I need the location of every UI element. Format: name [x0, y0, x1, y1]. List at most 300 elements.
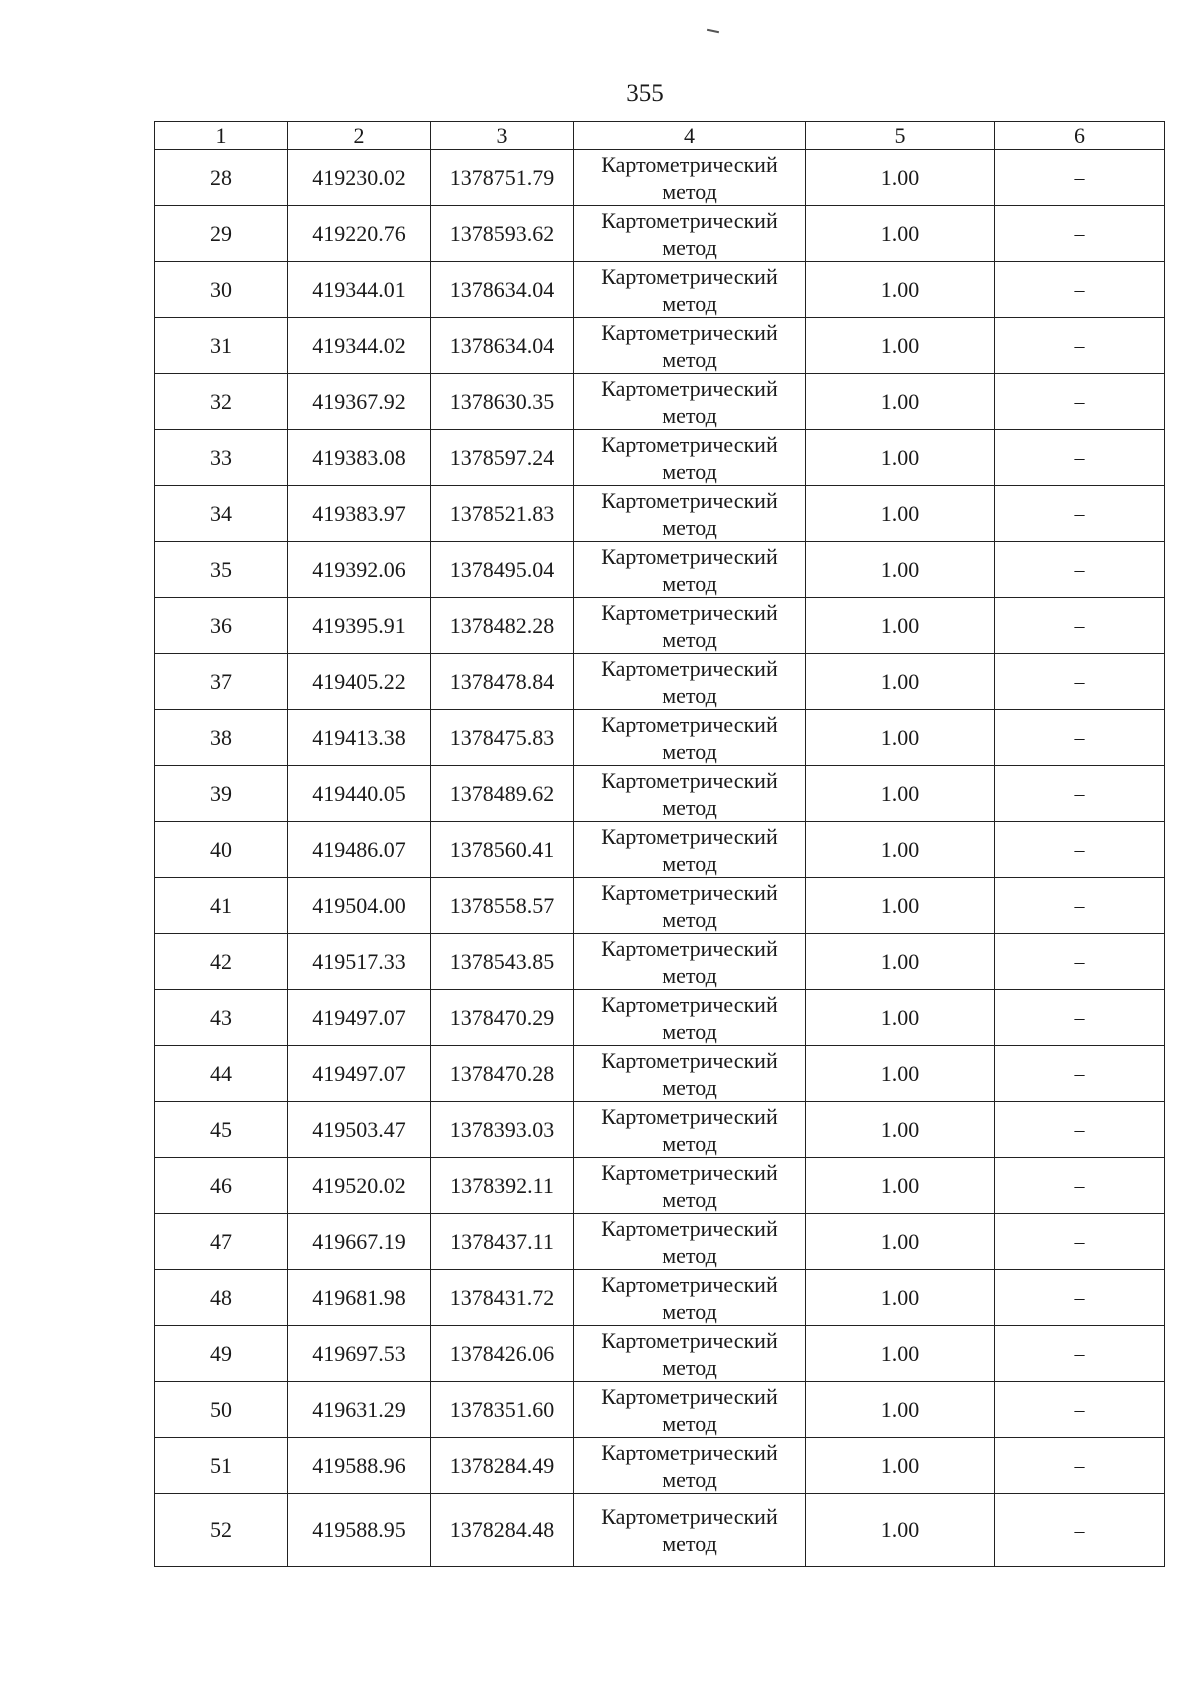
note-cell-text: – — [1074, 1519, 1085, 1542]
accuracy-cell — [806, 878, 995, 934]
note-cell — [995, 486, 1165, 542]
y-coordinate-cell-text: 1378393.03 — [449, 1116, 555, 1142]
note-cell-text: – — [1074, 671, 1085, 693]
x-coordinate-cell — [288, 318, 431, 374]
accuracy-cell — [806, 542, 995, 598]
column-header-6: 6 — [995, 122, 1165, 150]
table-row — [155, 374, 1165, 430]
accuracy-cell — [806, 822, 995, 878]
method-cell — [574, 878, 806, 934]
x-coordinate-cell-text: 419230.02 — [312, 164, 406, 190]
x-coordinate-cell — [288, 1158, 431, 1214]
point-number-cell-text: 36 — [210, 612, 232, 638]
accuracy-cell-text: 1.00 — [880, 220, 920, 246]
table-row — [155, 654, 1165, 710]
note-cell-text: – — [1074, 1343, 1085, 1365]
note-cell-text: – — [1074, 447, 1085, 469]
method-cell — [574, 990, 806, 1046]
accuracy-cell-text: 1.00 — [880, 1452, 920, 1478]
point-number-cell-text: 39 — [210, 780, 232, 806]
note-cell — [995, 1494, 1165, 1567]
note-cell — [995, 1102, 1165, 1158]
method-cell — [574, 1270, 806, 1326]
y-coordinate-cell — [431, 318, 574, 374]
point-number-cell-text: 30 — [210, 276, 232, 302]
y-coordinate-cell — [431, 374, 574, 430]
note-cell — [995, 150, 1165, 206]
method-cell — [574, 766, 806, 822]
point-number-cell-text: 35 — [210, 556, 232, 582]
point-number-cell-text: 40 — [210, 836, 232, 862]
x-coordinate-cell — [288, 654, 431, 710]
method-cell — [574, 1046, 806, 1102]
method-cell-text: Картометрический метод — [601, 1271, 778, 1324]
point-number-cell-text: 47 — [210, 1228, 232, 1254]
accuracy-cell — [806, 374, 995, 430]
note-cell — [995, 598, 1165, 654]
method-cell — [574, 542, 806, 598]
accuracy-cell — [806, 1102, 995, 1158]
point-number-cell-text: 42 — [210, 948, 232, 974]
accuracy-cell-text: 1.00 — [880, 1340, 920, 1366]
accuracy-cell — [806, 486, 995, 542]
accuracy-cell — [806, 934, 995, 990]
x-coordinate-cell — [288, 1494, 431, 1567]
point-number-cell-text: 33 — [210, 444, 232, 470]
method-cell — [574, 934, 806, 990]
y-coordinate-cell — [431, 878, 574, 934]
note-cell-text: – — [1074, 1119, 1085, 1141]
method-cell — [574, 710, 806, 766]
point-number-cell — [155, 542, 288, 598]
x-coordinate-cell-text: 419504.00 — [312, 892, 406, 918]
y-coordinate-cell — [431, 990, 574, 1046]
y-coordinate-cell-text: 1378597.24 — [449, 444, 555, 470]
column-header-1: 1 — [155, 122, 288, 150]
accuracy-cell-text: 1.00 — [880, 780, 920, 806]
point-number-cell-text: 28 — [210, 164, 232, 190]
accuracy-cell-text: 1.00 — [880, 1172, 920, 1198]
y-coordinate-cell-text: 1378284.49 — [449, 1452, 555, 1478]
accuracy-cell — [806, 430, 995, 486]
point-number-cell — [155, 1214, 288, 1270]
method-cell — [574, 1158, 806, 1214]
point-number-cell — [155, 430, 288, 486]
x-coordinate-cell-text: 419588.96 — [312, 1452, 406, 1478]
y-coordinate-cell — [431, 430, 574, 486]
method-cell-text: Картометрический метод — [601, 935, 778, 988]
accuracy-cell — [806, 1438, 995, 1494]
x-coordinate-cell — [288, 374, 431, 430]
note-cell — [995, 542, 1165, 598]
y-coordinate-cell-text: 1378426.06 — [449, 1340, 555, 1366]
accuracy-cell — [806, 1214, 995, 1270]
note-cell-text: – — [1074, 839, 1085, 861]
accuracy-cell — [806, 318, 995, 374]
point-number-cell-text: 43 — [210, 1004, 232, 1030]
x-coordinate-cell-text: 419588.95 — [312, 1517, 406, 1542]
point-number-cell — [155, 878, 288, 934]
method-cell — [574, 150, 806, 206]
y-coordinate-cell — [431, 1326, 574, 1382]
table-row — [155, 934, 1165, 990]
point-number-cell-text: 44 — [210, 1060, 232, 1086]
x-coordinate-cell — [288, 486, 431, 542]
point-number-cell — [155, 1046, 288, 1102]
method-cell-text: Картометрический метод — [601, 263, 778, 316]
x-coordinate-cell-text: 419344.02 — [312, 332, 406, 358]
point-number-cell — [155, 1270, 288, 1326]
y-coordinate-cell-text: 1378437.11 — [450, 1228, 554, 1254]
accuracy-cell-text: 1.00 — [880, 1116, 920, 1142]
note-cell — [995, 1214, 1165, 1270]
coordinates-table — [154, 121, 1165, 1567]
method-cell — [574, 206, 806, 262]
x-coordinate-cell-text: 419220.76 — [312, 220, 406, 246]
y-coordinate-cell-text: 1378489.62 — [449, 780, 555, 806]
accuracy-cell — [806, 1382, 995, 1438]
table-row — [155, 486, 1165, 542]
accuracy-cell-text: 1.00 — [880, 948, 920, 974]
point-number-cell — [155, 150, 288, 206]
method-cell — [574, 1438, 806, 1494]
point-number-cell — [155, 374, 288, 430]
x-coordinate-cell-text: 419440.05 — [312, 780, 406, 806]
x-coordinate-cell-text: 419520.02 — [312, 1172, 406, 1198]
x-coordinate-cell — [288, 1326, 431, 1382]
y-coordinate-cell-text: 1378630.35 — [449, 388, 555, 414]
x-coordinate-cell — [288, 766, 431, 822]
x-coordinate-cell — [288, 822, 431, 878]
y-coordinate-cell-text: 1378634.04 — [449, 332, 555, 358]
y-coordinate-cell-text: 1378284.48 — [449, 1517, 555, 1542]
point-number-cell — [155, 598, 288, 654]
x-coordinate-cell — [288, 710, 431, 766]
note-cell — [995, 766, 1165, 822]
y-coordinate-cell — [431, 766, 574, 822]
method-cell-text: Картометрический метод — [601, 991, 778, 1044]
point-number-cell-text: 46 — [210, 1172, 232, 1198]
point-number-cell — [155, 1494, 288, 1567]
method-cell-text: Картометрический метод — [601, 375, 778, 428]
note-cell-text: – — [1074, 1287, 1085, 1309]
method-cell-text: Картометрический метод — [601, 1439, 778, 1492]
note-cell-text: – — [1074, 391, 1085, 413]
x-coordinate-cell — [288, 1102, 431, 1158]
accuracy-cell — [806, 1326, 995, 1382]
point-number-cell — [155, 1438, 288, 1494]
accuracy-cell — [806, 654, 995, 710]
x-coordinate-cell-text: 419697.53 — [312, 1340, 406, 1366]
point-number-cell-text: 31 — [210, 332, 232, 358]
table-row — [155, 1158, 1165, 1214]
x-coordinate-cell-text: 419497.07 — [312, 1004, 406, 1030]
note-cell-text: – — [1074, 223, 1085, 245]
accuracy-cell-text: 1.00 — [880, 500, 920, 526]
note-cell — [995, 990, 1165, 1046]
method-cell — [574, 1102, 806, 1158]
accuracy-cell — [806, 598, 995, 654]
point-number-cell-text: 41 — [210, 892, 232, 918]
point-number-cell — [155, 486, 288, 542]
note-cell — [995, 206, 1165, 262]
note-cell-text: – — [1074, 1399, 1085, 1421]
x-coordinate-cell — [288, 878, 431, 934]
x-coordinate-cell-text: 419392.06 — [312, 556, 406, 582]
point-number-cell-text: 50 — [210, 1396, 232, 1422]
table-row — [155, 1102, 1165, 1158]
table-row — [155, 542, 1165, 598]
accuracy-cell-text: 1.00 — [880, 1284, 920, 1310]
y-coordinate-cell — [431, 654, 574, 710]
y-coordinate-cell — [431, 206, 574, 262]
note-cell-text: – — [1074, 1231, 1085, 1253]
note-cell — [995, 1158, 1165, 1214]
x-coordinate-cell — [288, 990, 431, 1046]
y-coordinate-cell — [431, 1214, 574, 1270]
method-cell-text: Картометрический метод — [601, 823, 778, 876]
table-row — [155, 1214, 1165, 1270]
accuracy-cell — [806, 710, 995, 766]
method-cell — [574, 430, 806, 486]
point-number-cell — [155, 318, 288, 374]
y-coordinate-cell — [431, 1494, 574, 1567]
accuracy-cell-text: 1.00 — [880, 1396, 920, 1422]
table-row — [155, 262, 1165, 318]
point-number-cell — [155, 654, 288, 710]
accuracy-cell-text: 1.00 — [880, 724, 920, 750]
y-coordinate-cell-text: 1378470.28 — [449, 1060, 555, 1086]
note-cell — [995, 934, 1165, 990]
accuracy-cell-text: 1.00 — [880, 892, 920, 918]
note-cell-text: – — [1074, 279, 1085, 301]
point-number-cell — [155, 1158, 288, 1214]
note-cell-text: – — [1074, 895, 1085, 917]
accuracy-cell — [806, 1494, 995, 1567]
page-number: 355 — [626, 80, 664, 107]
y-coordinate-cell — [431, 542, 574, 598]
note-cell-text: – — [1074, 1455, 1085, 1477]
y-coordinate-cell-text: 1378351.60 — [449, 1396, 555, 1422]
x-coordinate-cell — [288, 1382, 431, 1438]
y-coordinate-cell — [431, 1102, 574, 1158]
x-coordinate-cell — [288, 262, 431, 318]
note-cell — [995, 1382, 1165, 1438]
x-coordinate-cell — [288, 1270, 431, 1326]
y-coordinate-cell-text: 1378478.84 — [449, 668, 555, 694]
y-coordinate-cell — [431, 710, 574, 766]
note-cell — [995, 262, 1165, 318]
method-cell-text: Картометрический метод — [601, 1504, 778, 1556]
method-cell — [574, 654, 806, 710]
x-coordinate-cell — [288, 1046, 431, 1102]
note-cell-text: – — [1074, 783, 1085, 805]
x-coordinate-cell — [288, 430, 431, 486]
accuracy-cell — [806, 1158, 995, 1214]
point-number-cell-text: 52 — [210, 1517, 232, 1542]
x-coordinate-cell — [288, 206, 431, 262]
point-number-cell-text: 32 — [210, 388, 232, 414]
x-coordinate-cell — [288, 542, 431, 598]
method-cell-text: Картометрический метод — [601, 1159, 778, 1212]
x-coordinate-cell-text: 419367.92 — [312, 388, 406, 414]
method-cell — [574, 374, 806, 430]
note-cell — [995, 430, 1165, 486]
x-coordinate-cell — [288, 1438, 431, 1494]
accuracy-cell-text: 1.00 — [880, 388, 920, 414]
y-coordinate-cell — [431, 150, 574, 206]
method-cell — [574, 486, 806, 542]
y-coordinate-cell-text: 1378470.29 — [449, 1004, 555, 1030]
accuracy-cell — [806, 1270, 995, 1326]
method-cell-text: Картометрический метод — [601, 1103, 778, 1156]
note-cell — [995, 1046, 1165, 1102]
y-coordinate-cell-text: 1378560.41 — [449, 836, 555, 862]
accuracy-cell-text: 1.00 — [880, 612, 920, 638]
accuracy-cell-text: 1.00 — [880, 1060, 920, 1086]
method-cell-text: Картометрический метод — [601, 655, 778, 708]
x-coordinate-cell-text: 419413.38 — [312, 724, 406, 750]
table-body — [155, 150, 1165, 1567]
x-coordinate-cell-text: 419405.22 — [312, 668, 406, 694]
y-coordinate-cell — [431, 934, 574, 990]
table-row — [155, 1382, 1165, 1438]
x-coordinate-cell-text: 419503.47 — [312, 1116, 406, 1142]
x-coordinate-cell-text: 419383.08 — [312, 444, 406, 470]
method-cell-text: Картометрический метод — [601, 1047, 778, 1100]
accuracy-cell-text: 1.00 — [880, 276, 920, 302]
y-coordinate-cell-text: 1378634.04 — [449, 276, 555, 302]
note-cell — [995, 822, 1165, 878]
note-cell — [995, 710, 1165, 766]
y-coordinate-cell-text: 1378482.28 — [449, 612, 555, 638]
method-cell-text: Картометрический метод — [601, 431, 778, 484]
method-cell-text: Картометрический метод — [601, 487, 778, 540]
accuracy-cell-text: 1.00 — [880, 836, 920, 862]
method-cell-text: Картометрический метод — [601, 599, 778, 652]
table-row — [155, 206, 1165, 262]
point-number-cell — [155, 710, 288, 766]
point-number-cell — [155, 1382, 288, 1438]
method-cell-text: Картометрический метод — [601, 151, 778, 204]
point-number-cell-text: 51 — [210, 1452, 232, 1478]
note-cell-text: – — [1074, 1007, 1085, 1029]
y-coordinate-cell — [431, 262, 574, 318]
method-cell-text: Картометрический метод — [601, 1383, 778, 1436]
accuracy-cell — [806, 990, 995, 1046]
note-cell-text: – — [1074, 335, 1085, 357]
table-row — [155, 1046, 1165, 1102]
y-coordinate-cell — [431, 486, 574, 542]
method-cell-text: Картометрический метод — [601, 767, 778, 820]
accuracy-cell — [806, 150, 995, 206]
method-cell-text: Картометрический метод — [601, 711, 778, 764]
table-row — [155, 766, 1165, 822]
x-coordinate-cell — [288, 150, 431, 206]
accuracy-cell-text: 1.00 — [880, 164, 920, 190]
method-cell — [574, 318, 806, 374]
y-coordinate-cell — [431, 1382, 574, 1438]
x-coordinate-cell — [288, 1214, 431, 1270]
point-number-cell-text: 29 — [210, 220, 232, 246]
point-number-cell-text: 45 — [210, 1116, 232, 1142]
column-header-3: 3 — [431, 122, 574, 150]
note-cell-text: – — [1074, 503, 1085, 525]
accuracy-cell — [806, 262, 995, 318]
column-header-4: 4 — [574, 122, 806, 150]
method-cell — [574, 822, 806, 878]
x-coordinate-cell — [288, 598, 431, 654]
scan-speck — [707, 29, 719, 33]
accuracy-cell — [806, 766, 995, 822]
x-coordinate-cell-text: 419486.07 — [312, 836, 406, 862]
y-coordinate-cell-text: 1378431.72 — [449, 1284, 555, 1310]
method-cell-text: Картометрический метод — [601, 879, 778, 932]
point-number-cell — [155, 990, 288, 1046]
y-coordinate-cell-text: 1378751.79 — [449, 164, 555, 190]
method-cell — [574, 1494, 806, 1567]
note-cell — [995, 654, 1165, 710]
table-row — [155, 990, 1165, 1046]
y-coordinate-cell-text: 1378475.83 — [449, 724, 555, 750]
point-number-cell — [155, 206, 288, 262]
method-cell-text: Картометрический метод — [601, 319, 778, 372]
note-cell-text: – — [1074, 615, 1085, 637]
note-cell — [995, 318, 1165, 374]
column-header-5: 5 — [806, 122, 995, 150]
accuracy-cell-text: 1.00 — [880, 1517, 920, 1542]
note-cell-text: – — [1074, 1175, 1085, 1197]
y-coordinate-cell-text: 1378392.11 — [450, 1172, 554, 1198]
point-number-cell — [155, 1102, 288, 1158]
accuracy-cell-text: 1.00 — [880, 444, 920, 470]
x-coordinate-cell-text: 419517.33 — [312, 948, 406, 974]
y-coordinate-cell — [431, 1046, 574, 1102]
x-coordinate-cell-text: 419395.91 — [312, 612, 406, 638]
point-number-cell-text: 34 — [210, 500, 232, 526]
x-coordinate-cell-text: 419631.29 — [312, 1396, 406, 1422]
accuracy-cell-text: 1.00 — [880, 1004, 920, 1030]
table-header-row — [155, 122, 1165, 150]
method-cell — [574, 262, 806, 318]
point-number-cell — [155, 822, 288, 878]
method-cell-text: Картометрический метод — [601, 1327, 778, 1380]
table-row — [155, 1494, 1165, 1567]
x-coordinate-cell — [288, 934, 431, 990]
y-coordinate-cell — [431, 1158, 574, 1214]
note-cell — [995, 1270, 1165, 1326]
y-coordinate-cell-text: 1378543.85 — [449, 948, 555, 974]
point-number-cell — [155, 262, 288, 318]
note-cell — [995, 1326, 1165, 1382]
method-cell — [574, 598, 806, 654]
accuracy-cell-text: 1.00 — [880, 1228, 920, 1254]
method-cell — [574, 1214, 806, 1270]
table-row — [155, 150, 1165, 206]
accuracy-cell — [806, 206, 995, 262]
accuracy-cell — [806, 1046, 995, 1102]
accuracy-cell-text: 1.00 — [880, 332, 920, 358]
note-cell-text: – — [1074, 727, 1085, 749]
method-cell — [574, 1382, 806, 1438]
x-coordinate-cell-text: 419383.97 — [312, 500, 406, 526]
accuracy-cell-text: 1.00 — [880, 668, 920, 694]
y-coordinate-cell — [431, 1438, 574, 1494]
table-row — [155, 1438, 1165, 1494]
note-cell-text: – — [1074, 559, 1085, 581]
y-coordinate-cell — [431, 1270, 574, 1326]
table-row — [155, 318, 1165, 374]
